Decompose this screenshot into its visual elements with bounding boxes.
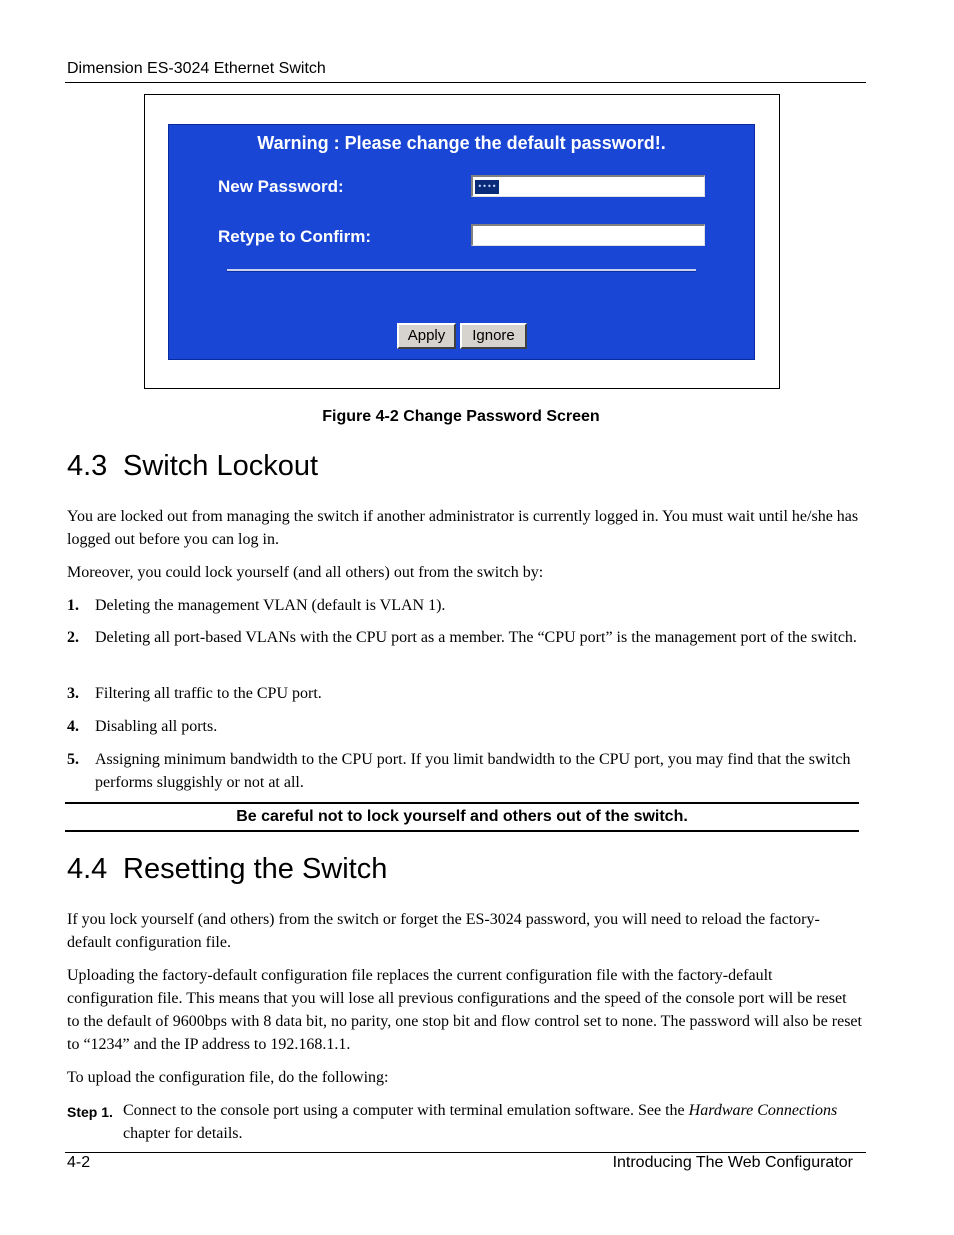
paragraph: Uploading the factory-default configuration file replaces the current configuration file with the factory-default configuration file. This means that you will lose all previous configurations and the speed of the console port will be reset to the default of 9600bps with 8 data bit, no parity, one stop bit and flow control set to none. The password will also be reset to “1234” and the IP address to 192.168.1.1.	[67, 967, 862, 1053]
step-text	[123, 1099, 862, 1145]
warning-text: Warning : Please change the default password!.	[257, 133, 666, 153]
section-title: Switch Lockout	[123, 450, 319, 482]
list-number: 2.	[67, 629, 79, 646]
step-text-pre: Connect to the console port using a computer with terminal emulation software. See the	[123, 1102, 689, 1119]
list-number: 5.	[67, 751, 79, 768]
panel-divider	[227, 269, 696, 272]
password-mask: ••••	[475, 180, 499, 194]
retype-password-input[interactable]	[471, 224, 705, 246]
list-text: Filtering all traffic to the CPU port.	[95, 685, 322, 702]
section-number: 4.4	[67, 853, 108, 885]
step-text-italic: Hardware Connections	[688, 1102, 838, 1119]
change-password-panel	[168, 124, 755, 360]
paragraph: To upload the configuration file, do the following:	[67, 1069, 389, 1086]
footer-rule	[65, 1152, 866, 1153]
figure-caption: Figure 4-2 Change Password Screen	[322, 408, 600, 425]
list-text: Disabling all ports.	[95, 718, 218, 735]
running-header: Dimension ES-3024 Ethernet Switch	[67, 60, 326, 77]
step-text-post: chapter for details.	[123, 1125, 243, 1142]
header-rule	[65, 82, 866, 83]
list-number: 4.	[67, 718, 79, 735]
chapter-title: Introducing The Web Configurator	[612, 1154, 853, 1171]
list-number: 1.	[67, 597, 79, 614]
retype-label: Retype to Confirm:	[218, 227, 371, 246]
new-password-input[interactable]	[471, 175, 705, 197]
section-title: Resetting the Switch	[123, 853, 388, 885]
paragraph: Moreover, you could lock yourself (and all others) out from the switch by:	[67, 564, 544, 581]
step-label: Step 1.	[67, 1104, 113, 1120]
figure-frame	[144, 94, 780, 389]
list-text: Deleting the management VLAN (default is VLAN 1).	[95, 597, 446, 614]
apply-button[interactable]: Apply	[397, 323, 456, 349]
list-text: Assigning minimum bandwidth to the CPU port. If you limit bandwidth to the CPU port, you may find that the switch performs sluggishly or not at all.	[95, 751, 851, 791]
note-rule-top	[65, 802, 859, 804]
list-text: Deleting all port-based VLANs with the CPU port as a member. The “CPU port” is the management port of the switch.	[95, 629, 857, 646]
paragraph: You are locked out from managing the switch if another administrator is currently logged in. You must wait until he/she has logged out before you can log in.	[67, 508, 859, 548]
note-rule-bottom	[65, 830, 859, 832]
page-number: 4-2	[67, 1154, 91, 1171]
paragraph: If you lock yourself (and others) from the switch or forget the ES-3024 password, you will need to reload the factory-default configuration file.	[67, 911, 820, 951]
section-number: 4.3	[67, 450, 108, 482]
section-heading-4-3	[67, 450, 318, 483]
section-heading-4-4	[67, 853, 387, 886]
new-password-label: New Password:	[218, 177, 344, 196]
caution-note: Be careful not to lock yourself and others out of the switch.	[236, 808, 688, 825]
ignore-button[interactable]: Ignore	[460, 323, 527, 349]
list-number: 3.	[67, 685, 79, 702]
